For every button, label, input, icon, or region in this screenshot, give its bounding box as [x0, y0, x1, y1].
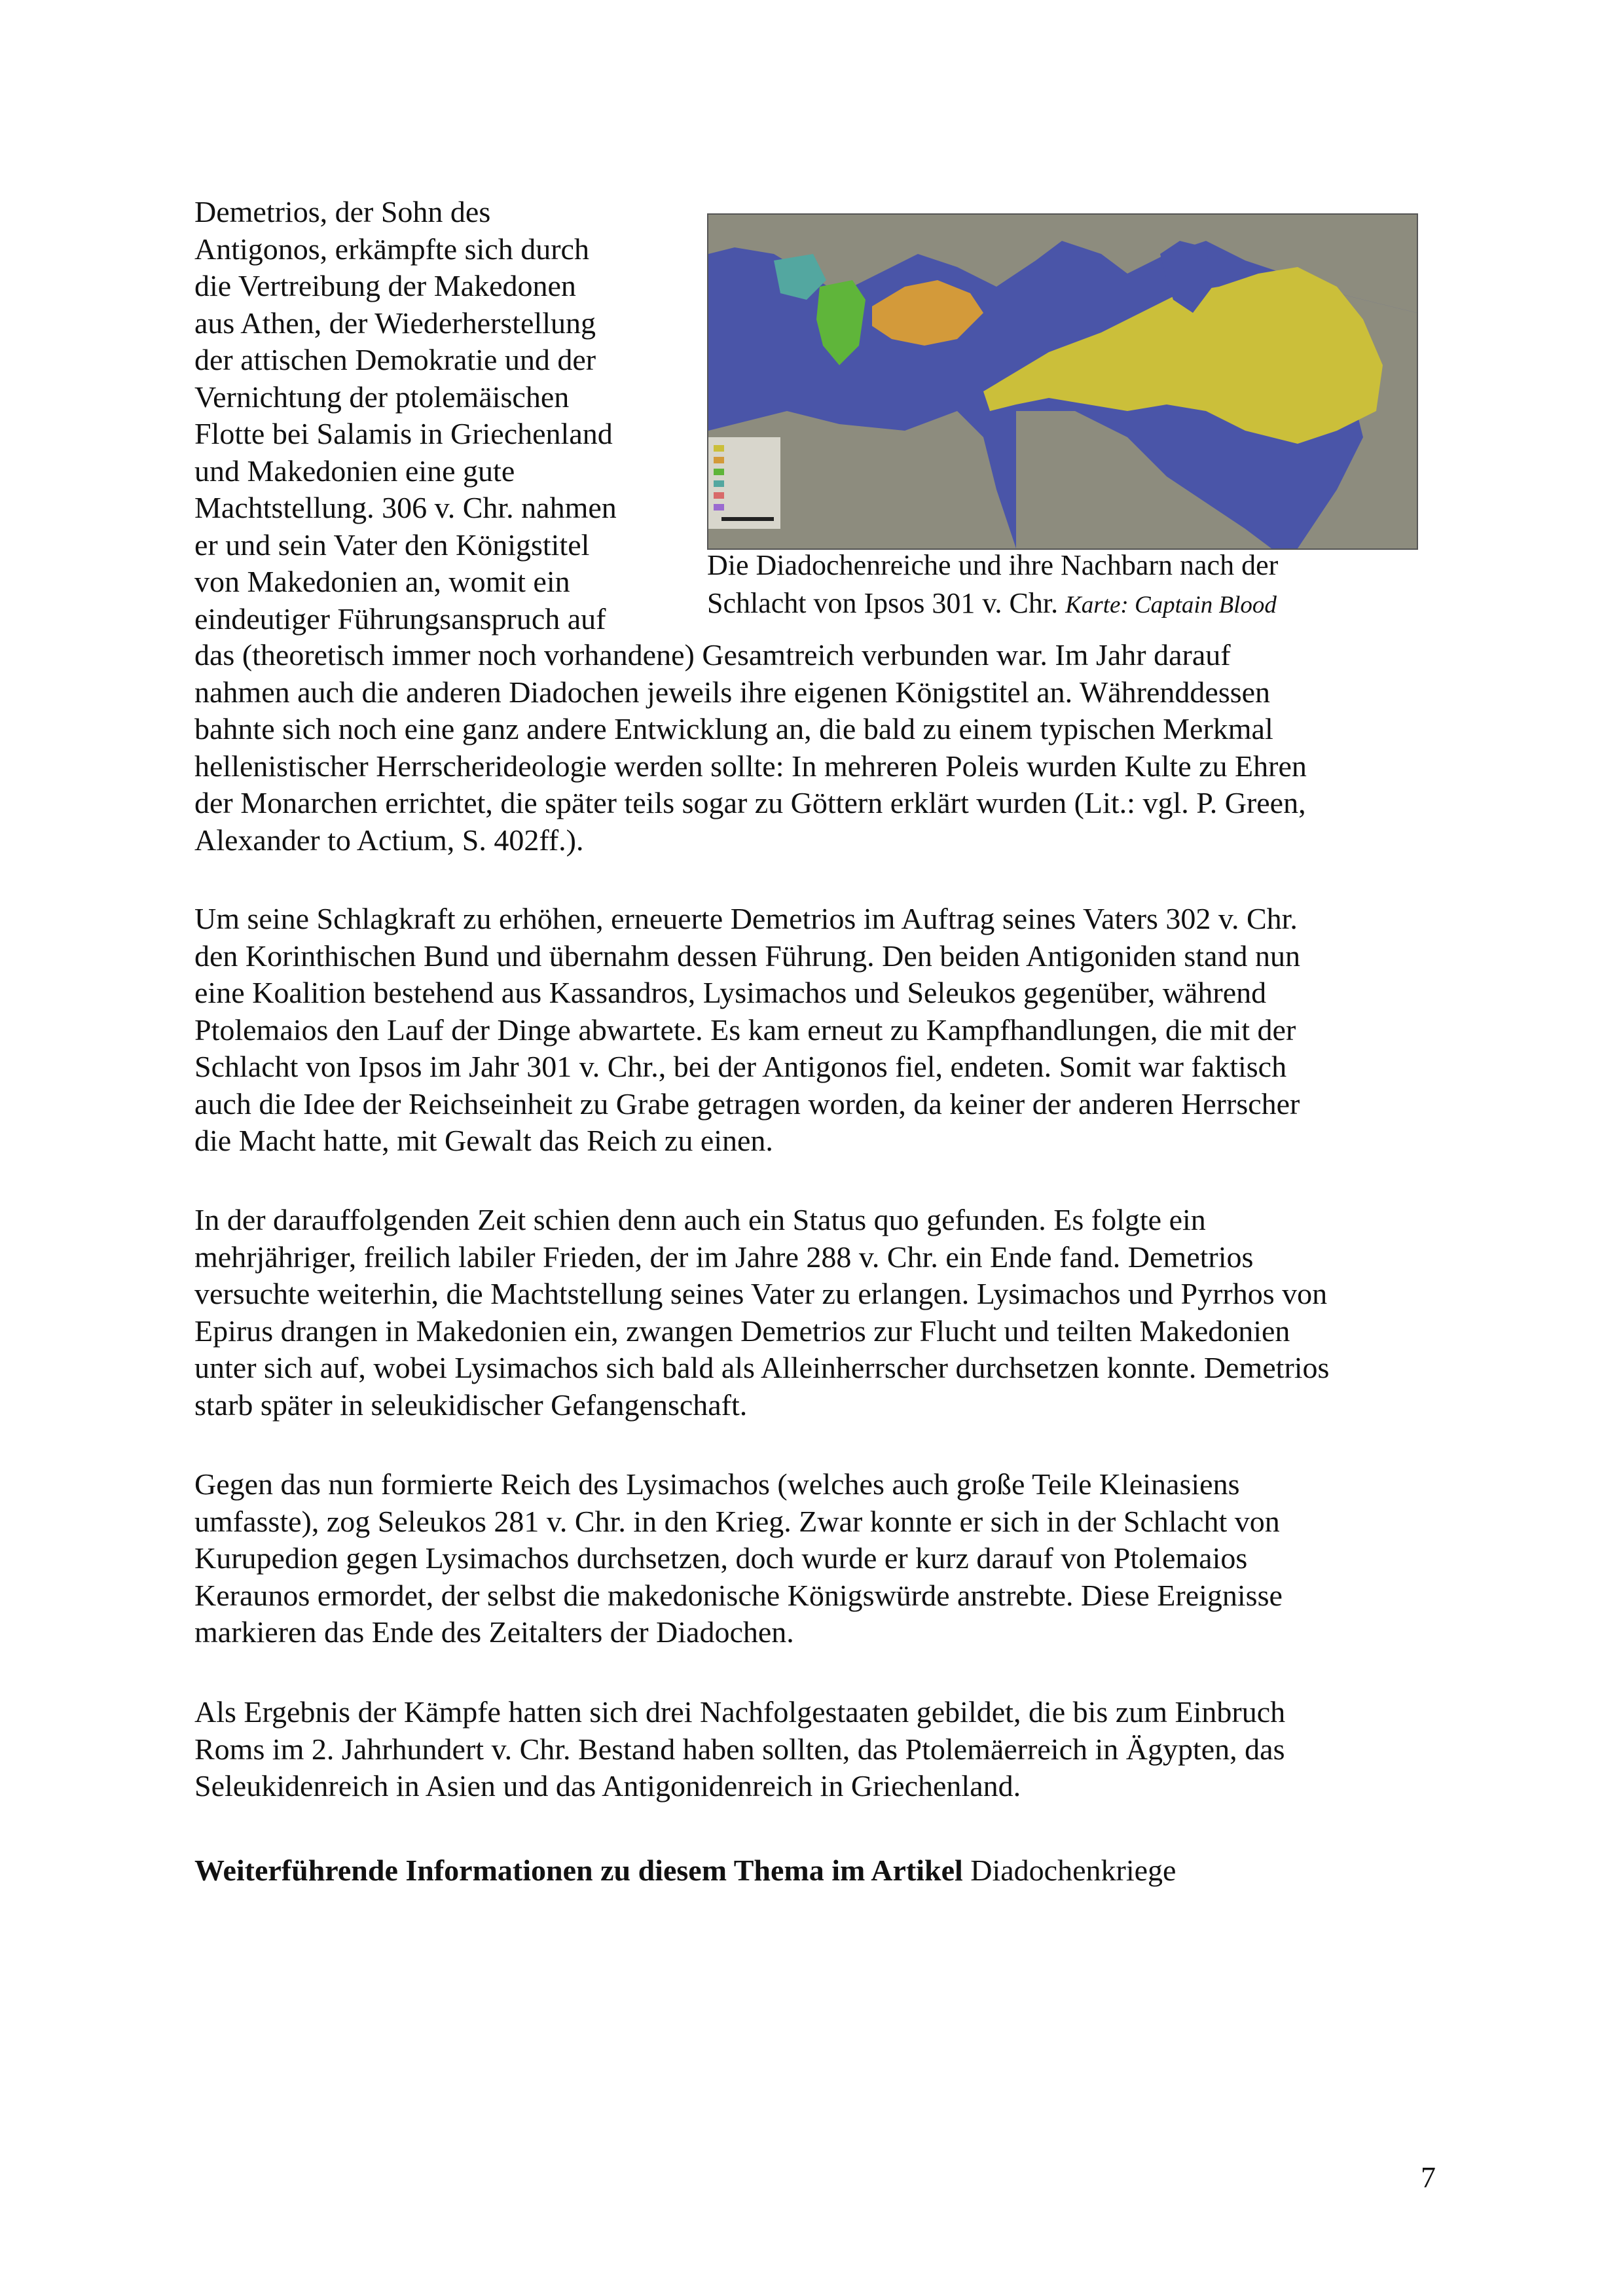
text-line: eine Koalition bestehend aus Kassandros, Lysimachos und Seleukos gegenüber, während	[194, 976, 1267, 1009]
page-number: 7	[1421, 2161, 1436, 2194]
text-line: nahmen auch die anderen Diadochen jeweils ihre eigenen Königstitel an. Währenddessen	[194, 675, 1271, 709]
further-info-article-link[interactable]: Diadochenkriege	[970, 1854, 1176, 1887]
paragraph-4	[194, 1466, 1451, 1651]
text-line: Gegen das nun formierte Reich des Lysimachos (welches auch große Teile Kleinasiens	[194, 1467, 1240, 1501]
text-line: Als Ergebnis der Kämpfe hatten sich drei Nachfolgestaaten gebildet, die bis zum Einbruch	[194, 1695, 1286, 1729]
diadochi-map-image	[707, 213, 1418, 550]
text-line: mehrjähriger, freilich labiler Frieden, der im Jahre 288 v. Chr. ein Ende fand. Demetrios	[194, 1240, 1254, 1274]
text-line: versuchte weiterhin, die Machtstellung seines Vater zu erlangen. Lysimachos und Pyrrhos von	[194, 1277, 1328, 1310]
map-legend-swatch	[714, 469, 724, 475]
text-line: In der darauffolgenden Zeit schien denn auch ein Status quo gefunden. Es folgte ein	[194, 1203, 1206, 1236]
text-line: Flotte bei Salamis in Griechenland	[194, 417, 613, 450]
text-line: das (theoretisch immer noch vorhandene) Gesamtreich verbunden war. Im Jahr darauf	[194, 638, 1231, 672]
text-line: umfasste), zog Seleukos 281 v. Chr. in den Krieg. Zwar konnte er sich in der Schlacht von	[194, 1504, 1280, 1538]
text-line: der attischen Demokratie und der	[194, 343, 596, 376]
map-illustration	[708, 215, 1417, 548]
image-credit: Karte: Captain Blood	[1065, 592, 1277, 619]
text-line: starb später in seleukidischer Gefangenschaft.	[194, 1388, 748, 1422]
further-info-line	[194, 1852, 1176, 1890]
text-line: Roms im 2. Jahrhundert v. Chr. Bestand haben sollten, das Ptolemäerreich in Ägypten, das	[194, 1732, 1285, 1766]
map-scale-bar	[721, 517, 774, 521]
text-line: Epirus drangen in Makedonien ein, zwangen Demetrios zur Flucht und teilten Makedonien	[194, 1314, 1290, 1348]
text-line: Alexander to Actium, S. 402ff.).	[194, 823, 584, 857]
text-line: markieren das Ende des Zeitalters der Diadochen.	[194, 1615, 794, 1649]
text-line: und Makedonien eine gute	[194, 454, 515, 488]
text-line: Schlacht von Ipsos im Jahr 301 v. Chr., bei der Antigonos fiel, endeten. Somit war faktisch	[194, 1050, 1287, 1083]
map-legend-swatch	[714, 480, 724, 487]
text-line: eindeutiger Führungsanspruch auf	[194, 601, 606, 636]
paragraph-3	[194, 1202, 1451, 1424]
text-line: Vernichtung der ptolemäischen	[194, 380, 570, 414]
paragraph-continuation	[194, 637, 1451, 859]
text-line: Machtstellung. 306 v. Chr. nahmen	[194, 491, 617, 524]
caption-line-with-credit	[707, 584, 1427, 624]
map-legend-swatch	[714, 457, 724, 463]
text-line: die Macht hatte, mit Gewalt das Reich zu einen.	[194, 1124, 773, 1157]
map-legend-swatch	[714, 492, 724, 499]
map-caption	[707, 547, 1427, 624]
text-line: von Makedonien an, womit ein	[194, 565, 570, 598]
text-line: Antigonos, erkämpfte sich durch	[194, 232, 589, 266]
map-legend-swatch	[714, 445, 724, 452]
text-line: Ptolemaios den Lauf der Dinge abwartete. Es kam erneut zu Kampfhandlungen, die mit der	[194, 1013, 1296, 1047]
paragraph-5	[194, 1694, 1451, 1805]
text-line: er und sein Vater den Königstitel	[194, 528, 590, 562]
text-line: aus Athen, der Wiederherstellung	[194, 306, 596, 340]
intro-text-block	[194, 194, 679, 637]
text-line: Um seine Schlagkraft zu erhöhen, erneuerte Demetrios im Auftrag seines Vaters 302 v. Chr.	[194, 902, 1298, 935]
map-legend-swatch	[714, 504, 724, 511]
text-line: Keraunos ermordet, der selbst die makedonische Königswürde anstrebte. Diese Ereignisse	[194, 1578, 1283, 1612]
text-line: Demetrios, der Sohn des	[194, 195, 491, 228]
text-line: Kurupedion gegen Lysimachos durchsetzen, doch wurde er kurz darauf von Ptolemaios	[194, 1541, 1248, 1575]
further-info-label: Weiterführende Informationen zu diesem Thema im Artikel	[194, 1854, 963, 1887]
text-line: auch die Idee der Reichseinheit zu Grabe getragen worden, da keiner der anderen Herrscher	[194, 1086, 1300, 1121]
paragraph-2	[194, 901, 1451, 1160]
text-line: unter sich auf, wobei Lysimachos sich bald als Alleinherrscher durchsetzen konnte. Demetrios	[194, 1351, 1330, 1384]
text-line: bahnte sich noch eine ganz andere Entwicklung an, die bald zu einem typischen Merkmal	[194, 712, 1273, 745]
text-line: Seleukidenreich in Asien und das Antigonidenreich in Griechenland.	[194, 1769, 1021, 1803]
caption-text: Schlacht von Ipsos 301 v. Chr.	[707, 587, 1059, 619]
caption-line: Die Diadochenreiche und ihre Nachbarn nach der	[707, 549, 1279, 581]
text-line: die Vertreibung der Makedonen	[194, 269, 576, 302]
text-line: der Monarchen errichtet, die später teils sogar zu Göttern erklärt wurden (Lit.: vgl. P. Green,	[194, 786, 1306, 819]
text-line: hellenistischer Herrscherideologie werden sollte: In mehreren Poleis wurden Kulte zu Ehren	[194, 749, 1307, 783]
text-line: den Korinthischen Bund und übernahm dessen Führung. Den beiden Antigoniden stand nun	[194, 939, 1300, 973]
